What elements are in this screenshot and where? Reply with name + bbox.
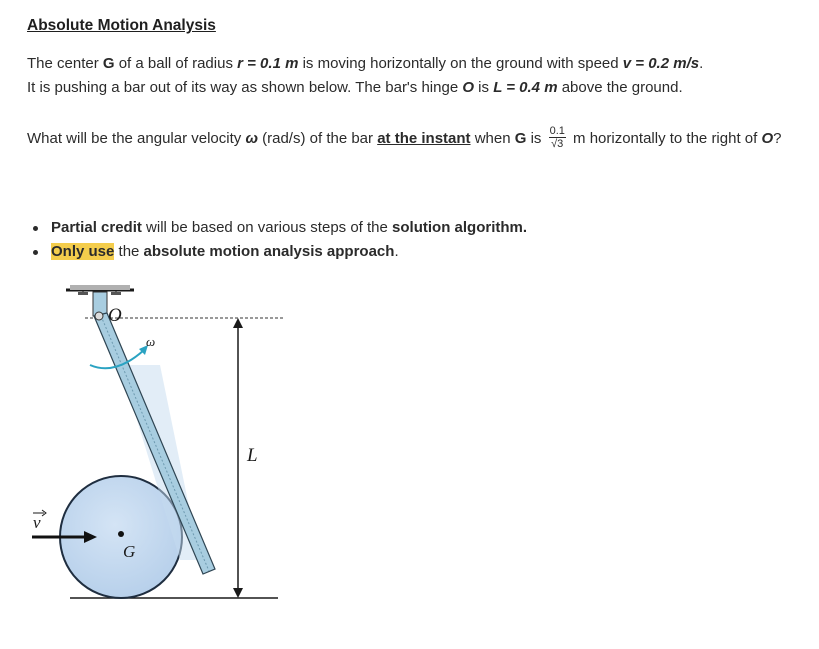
text: The center (27, 55, 103, 72)
bold-text: solution algorithm. (392, 219, 528, 236)
var-omega: ω (245, 130, 258, 147)
var-r: r = 0.1 m (237, 55, 299, 72)
text: What will be the angular velocity (27, 130, 246, 147)
label-omega: ω (146, 334, 156, 349)
text: above the ground. (557, 79, 683, 96)
hinge-support (66, 285, 134, 316)
text: . (394, 243, 399, 260)
var-O: O (462, 79, 475, 96)
var-v: v = 0.2 m/s (622, 55, 700, 72)
text: ? (773, 130, 782, 147)
text: will be based on various steps of the (141, 219, 393, 236)
text: is moving horizontally on the ground with speed (298, 55, 623, 72)
L-arrowhead-bottom (233, 588, 243, 598)
page-title: Absolute Motion Analysis (27, 17, 216, 34)
text: the (114, 243, 144, 260)
label-G: G (123, 542, 136, 561)
at-the-instant: at the instant (377, 130, 471, 147)
L-arrowhead-top (233, 318, 243, 328)
hinge-pin (95, 312, 103, 320)
ball-center-G (118, 531, 124, 537)
fraction-numerator: 0.1 (549, 124, 565, 137)
var-G: G (102, 55, 115, 72)
bold-text: absolute motion analysis approach (143, 243, 395, 260)
label-v: v (33, 513, 41, 532)
text: . (699, 55, 704, 72)
text: when (470, 130, 515, 147)
text: m horizontally to the right of (568, 130, 762, 147)
bold-text: Partial credit (51, 219, 142, 236)
text: It is pushing a bar out of its way as shown below. The bar's hinge (27, 79, 463, 96)
var-L: L = 0.4 m (493, 79, 558, 96)
fraction-denominator: √3 (551, 137, 564, 150)
var-O: O (761, 130, 774, 147)
text: is (474, 79, 494, 96)
label-O: O (108, 305, 122, 326)
highlighted-text: Only use (51, 243, 115, 260)
text: (rad/s) of the bar (257, 130, 378, 147)
var-G: G (514, 130, 527, 147)
text: of a ball of radius (114, 55, 238, 72)
label-L: L (247, 445, 258, 466)
text: is (526, 130, 546, 147)
